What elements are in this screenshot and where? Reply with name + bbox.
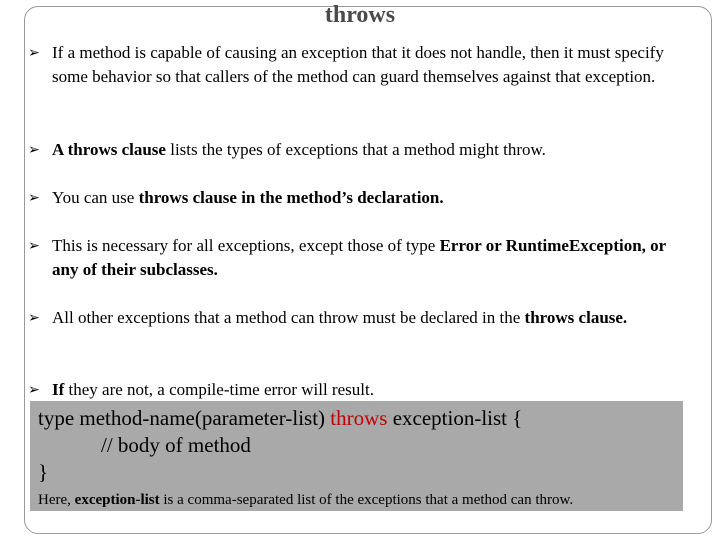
arrow-bullet-icon: ➢ <box>28 142 40 158</box>
bullet-6-text: they are not, a compile-time error will result. <box>64 380 374 399</box>
code-note-pre: Here, <box>38 492 75 508</box>
code-syntax-box <box>30 401 683 511</box>
bullet-2-bold: A throws clause <box>52 140 166 159</box>
code-line-close: } <box>38 460 49 484</box>
code-note-bold: exception-list <box>74 492 160 508</box>
arrow-bullet-icon: ➢ <box>28 45 40 61</box>
bullet-6-bold: If <box>52 380 65 399</box>
bullet-4-text: This is necessary for all exceptions, except those of type <box>52 236 440 255</box>
bullet-6 <box>28 378 693 402</box>
code-open-brace: { <box>507 406 523 430</box>
bullet-5-text: All other exceptions that a method can throw must be declared in the <box>52 308 525 327</box>
bullet-3-text: You can use <box>52 188 139 207</box>
arrow-bullet-icon: ➢ <box>28 238 40 254</box>
bullet-1 <box>28 41 693 89</box>
bullet-2-text: lists the types of exceptions that a method might throw. <box>165 140 546 159</box>
arrow-bullet-icon: ➢ <box>28 190 40 206</box>
code-note-text: is a comma-separated list of the exceptions that a method can throw. <box>159 492 574 508</box>
code-throws-keyword: throws <box>330 406 388 430</box>
code-exception-list: exception-list <box>387 406 508 430</box>
bullet-5-bold-throws: throws <box>524 308 575 327</box>
bullet-3 <box>28 186 693 210</box>
bullet-4-bold: Error or RuntimeException, or any of their subclasses. <box>52 236 666 279</box>
arrow-bullet-icon: ➢ <box>28 310 40 326</box>
code-line-signature <box>38 405 675 432</box>
code-note <box>38 490 675 510</box>
slide-title: throws <box>324 2 396 28</box>
bullet-4 <box>28 234 693 282</box>
bullet-2 <box>28 138 693 162</box>
arrow-bullet-icon: ➢ <box>28 382 40 398</box>
code-signature: type method-name(parameter-list) <box>38 406 331 430</box>
bullet-1-text: If a method is capable of causing an exception that it does not handle, then it must specify some behavior so that callers of the method can guard themselves against that exception. <box>52 43 664 86</box>
bullet-5-bold-clause: clause. <box>578 308 628 327</box>
code-line-body: // body of method <box>38 433 251 457</box>
bullet-3-bold: throws clause in the method’s declaration. <box>138 188 444 207</box>
bullet-5 <box>28 306 693 330</box>
